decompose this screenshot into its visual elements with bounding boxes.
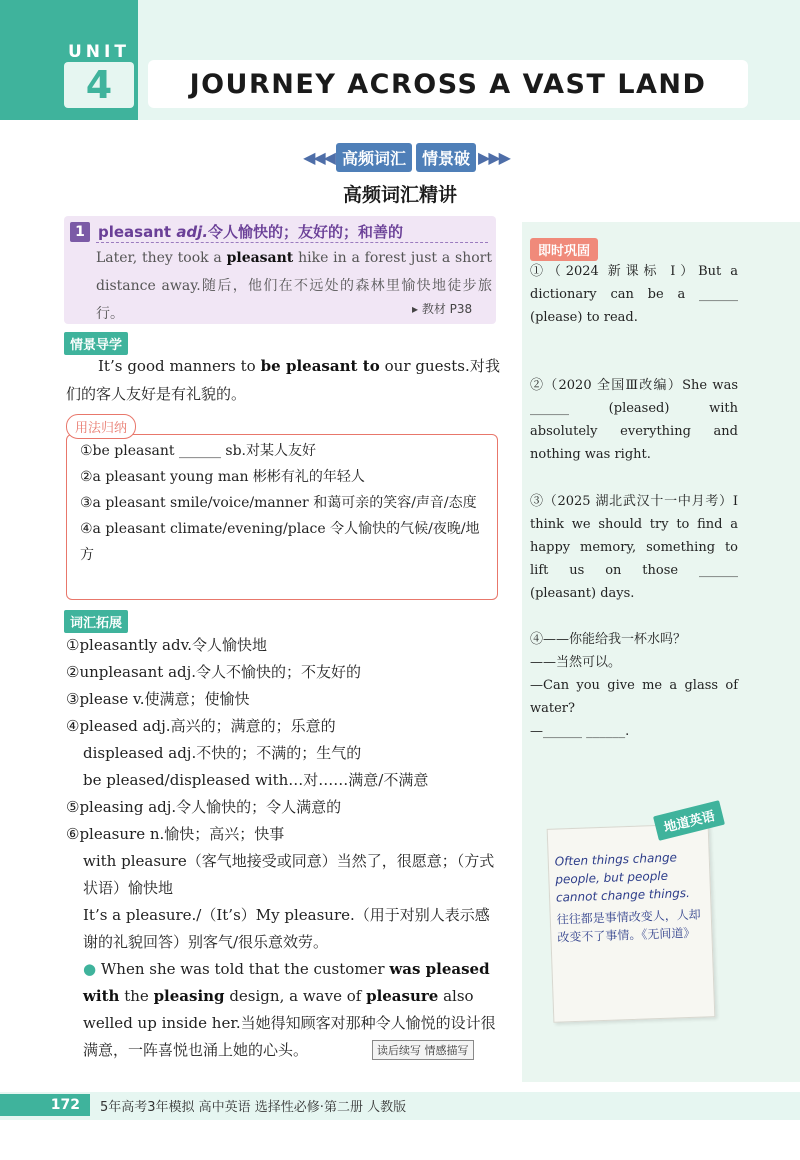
unit-label: UNIT	[68, 42, 130, 62]
usage-tag: 用法归纳	[66, 414, 136, 439]
usage-item: ④a pleasant climate/evening/place 令人愉快的气候/夜晚/地方	[80, 521, 480, 563]
practice-question-4	[530, 628, 738, 743]
extension-item: ②unpleasant adj.令人不愉快的；不友好的	[66, 663, 362, 681]
part-of-speech: adj.	[176, 223, 209, 241]
textbook-reference: ▸ 教材 P38	[412, 302, 473, 316]
quote-text	[554, 847, 707, 946]
extension-item: ④pleased adj.高兴的；满意的；乐意的	[66, 717, 336, 735]
extension-item: ⑥pleasure n.愉快；高兴；快事	[66, 825, 285, 843]
quote-note-tag: 地道英语	[653, 800, 725, 841]
usage-item: ①be pleasant ______ sb.对某人友好	[80, 443, 316, 459]
bullet-icon: ●	[83, 960, 97, 978]
read-tag: 读后续写 情感描写	[372, 1040, 474, 1060]
usage-item: ②a pleasant young man 彬彬有礼的年轻人	[80, 469, 365, 485]
unit-title: JOURNEY ACROSS A VAST LAND	[148, 60, 748, 108]
quote-chinese: 往往都是事情改变人，人却改变不了事情。《无间道》	[556, 907, 701, 945]
q4-blank: —______ ______.	[530, 724, 630, 739]
word-example: Later, they took a pleasant hike in a forest just a short distance away.随后，他们在不远处的森林里愉快地徒步旅行。	[96, 250, 492, 322]
section-subtitle: 高频词汇精讲	[342, 184, 457, 206]
chevron-left-icon: ◀◀◀	[303, 147, 334, 167]
practice-question-2: ②（2020 全国Ⅲ改编）She was ______ (pleased) with absolutely everything and nothing was right.	[530, 378, 738, 462]
extension-item: ⑤pleasing adj.令人愉快的；令人满意的	[66, 798, 342, 816]
unit-number: 4	[64, 62, 134, 108]
extension-item: with pleasure（客气地接受或同意）当然了，很愿意；（方式状语）愉快地	[83, 852, 495, 897]
extension-item: ③please v.使满意；使愉快	[66, 690, 250, 708]
practice-question-1: ①（2024 新课标 Ⅰ）But a dictionary can be a ______ (please) to read.	[530, 264, 738, 325]
headword: pleasant	[98, 223, 172, 241]
practice-tag: 即时巩固	[530, 238, 598, 261]
extension-item: ①pleasantly adv.令人愉快地	[66, 636, 268, 654]
extension-tag: 词汇拓展	[64, 610, 128, 633]
situation-text: It’s good manners to be pleasant to our guests.对我们的客人友好是有礼貌的。	[66, 357, 501, 403]
extension-item: It’s a pleasure./（It’s）My pleasure.（用于对别人表示感谢的礼貌回答）别客气/很乐意效劳。	[83, 906, 490, 951]
word-number-badge: 1	[70, 222, 90, 242]
usage-item: ③a pleasant smile/voice/manner 和蔼可亲的笑容/声音/态度	[80, 495, 477, 511]
extension-item: be pleased/displeased with…对……满意/不满意	[83, 771, 429, 789]
q4-english: —Can you give me a glass of water?	[530, 678, 738, 716]
footer-text: 5年高考3年模拟 高中英语 选择性必修·第二册 人教版	[100, 1100, 407, 1115]
page-number: 172	[0, 1094, 90, 1116]
word-meaning: 令人愉快的；友好的；和善的	[208, 223, 404, 241]
section-banner	[296, 142, 516, 172]
q4-chinese-1: ④——你能给我一杯水吗？	[530, 632, 687, 647]
quote-english: Often things change people, but people cannot change things.	[554, 850, 691, 905]
chevron-right-icon: ▶▶▶	[478, 147, 509, 167]
q4-chinese-2: ——当然可以。	[530, 655, 622, 670]
banner-label-2: 情景破	[416, 143, 476, 172]
extension-list	[66, 632, 500, 1064]
word-headword-line	[98, 221, 403, 242]
usage-list	[80, 438, 490, 568]
extension-item: displeased adj.不快的；不满的；生气的	[83, 744, 362, 762]
extension-example: ● When she was told that the customer was pleased with the pleasing design, a wave of pleasure also welled up inside her.当她得知顾客对那种令人愉悦的设计很满意，一阵喜悦也涌上她的心头。	[83, 960, 496, 1059]
banner-label-1: 高频词汇	[336, 143, 412, 172]
situation-tag: 情景导学	[64, 332, 128, 355]
practice-question-3: ③（2025 湖北武汉十一中月考）I think we should try to find a happy memory, something to lift us on those ______ (pleasant) days.	[530, 494, 738, 601]
